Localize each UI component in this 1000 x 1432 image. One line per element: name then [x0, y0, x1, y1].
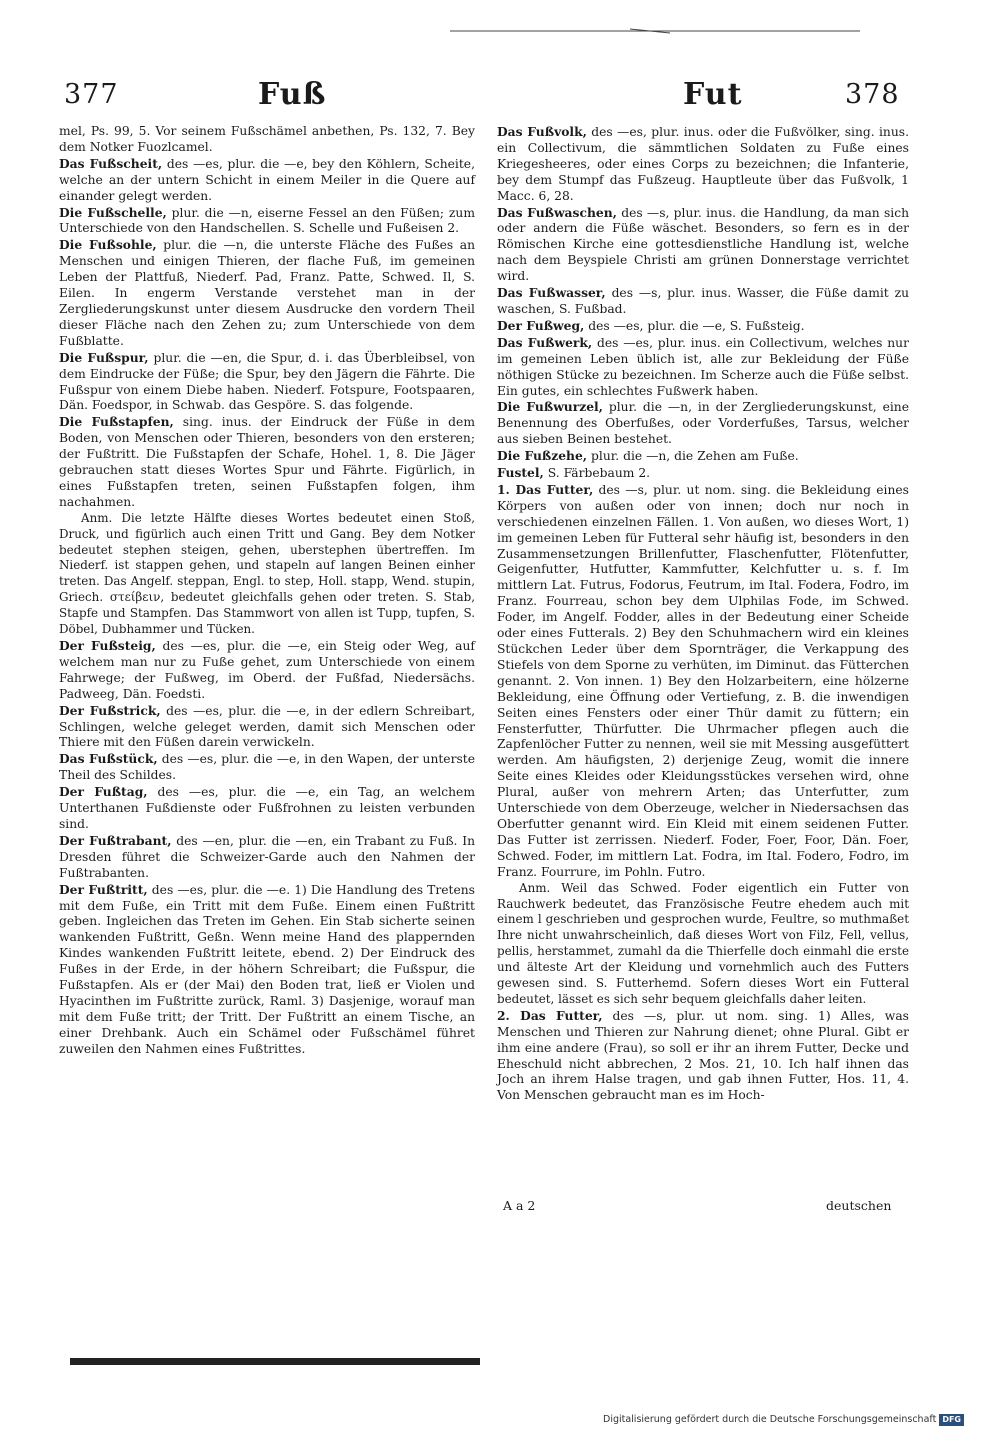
signature-mark: A a 2: [503, 1198, 536, 1213]
top-decorative-rule: [450, 28, 860, 34]
entry-headword: Das Fußvolk,: [497, 124, 587, 139]
entry-headword: Die Fußspur,: [59, 349, 149, 365]
entry-text: Anm. Die letzte Hälfte dieses Wortes bedeutet einen Stoß, Druck, und figürlich auch einen Tritt und Gang. Bey dem Notker bedeutet stephen steigen, gehen, uberstephen übertreffen. Im Niederf. ist stappen gehen, und stapeln auf langen Beinen einher treten. Das Angelf. steppan, Engl. to step, Holl. stapp, Wend. stupin, Griech. στείβειν, bedeutet gleichfalls gehen oder treten. S. Stab, Stapfe und Stampfen. Das Stammwort von allen ist Tupp, tupfen, S. Döbel, Dubhammer und Tücken.: [59, 510, 475, 637]
dictionary-entry: [59, 833, 475, 882]
entry-headword: Die Fußschelle,: [59, 204, 167, 220]
dictionary-entry: [59, 237, 475, 349]
right-page-number: 378: [845, 79, 900, 110]
entry-text: des —s, plur. ut nom. sing. die Bekleidung eines Körpers von außen oder von innen; doch nur noch in verschiedenen einzelnen Fällen. 1. Von außen, wo dieses Wort, 1) im gemeinen Leben für Futteral sehr häufig ist, besonders in den Zusammensetzungen Brillenfutter, Flaschenfutter, Flötenfutter, Geigenfutter, Hutfutter, Kammfutter, Kelchfutter u. s. f. Im mittlern Lat. Futrus, Fodorus, Feutrum, im Ital. Fodera, Fodro, im Franz. Fourreau, schon bey dem Ulphilas Fode, im Schwed. Foder, im Angelf. Fodder, alles in der Bedeutung einer Scheide oder eines Futterals. 2) Bey den Schuhmachern wird ein kleines Stückchen Leder über dem Spornträger, die Verkappung des Stiefels von dem Sporne zu verhüten, im Diminut. das Fütterchen genannt. 2. Von innen. 1) Bey den Holzarbeitern, eine hölzerne Bekleidung, eine Öffnung oder Vertiefung, z. B. die inwendigen Seiten eines Fensters oder einer Thür damit zu füttern; ein Fensterfutter, Thürfutter. Die Uhrmacher pflegen auch die Zapfenlöcher Futter zu nennen, weil sie mit Messing ausgefüttert werden. Am häufigsten, 2) derjenige Zeug, womit die innere Seite eines Kleides oder Kleidungsstückes versehen wird, ohne Plural, außer von mehrern Arten; das Unterfutter, zum Unterschiede von dem Oberzeuge, welcher in Niedersachsen das Oberfutter genannt wird. Ein Kleid mit einem seidenen Futter. Das Futter ist zerrissen. Niederf. Foder, Foer, Foor, Dän. Foer, Schwed. Foder, im mittlern Lat. Fodra, im Ital. Fodero, Fodro, im Franz. Fourrure, im Pohln. Futro.: [497, 482, 909, 879]
entry-headword: Fustel,: [497, 465, 544, 481]
dictionary-entry: [59, 156, 475, 205]
right-column: [497, 124, 909, 1104]
dictionary-entry: [497, 482, 909, 881]
entry-text: des —es, plur. inus. ein Collectivum, welches nur im gemeinen Leben üblich ist, alle zur Bekleidung der Füße nöthigen Stücke zu bezeichnen. Im Scherze auch die Füße selbst. Ein gutes, ein schlechtes Fußwerk haben.: [497, 335, 909, 398]
entry-text: des —en, plur. die —en, ein Trabant zu Fuß. In Dresden führet die Schweizer-Garde auch den Nahmen der Fußtrabanten.: [59, 833, 475, 880]
dictionary-entry: [497, 1008, 909, 1104]
bottom-black-bar: [70, 1358, 480, 1365]
dictionary-entry: [59, 124, 475, 156]
entry-text: plur. die —n, in der Zergliederungskunst, eine Benennung des Oberfußes, oder Vorderfußes, Tarsus, welcher aus sieben Beinen bestehet.: [497, 400, 909, 447]
entry-headword: Der Fußweg,: [497, 317, 585, 333]
dfg-logo: DFG: [939, 1414, 964, 1426]
left-page-number: 377: [64, 79, 119, 110]
catchword: deutschen: [826, 1198, 892, 1213]
annotation-paragraph: [497, 881, 909, 1008]
entry-text: des —es, plur. die —e, bey den Köhlern, Scheite, welche an der untern Schicht in einem Meiler in die Quere auf einander gelegt werden.: [59, 156, 475, 203]
entry-headword: 2. Das Futter,: [497, 1007, 603, 1023]
dictionary-entry: [497, 285, 909, 318]
entry-headword: Der Fußsteig,: [59, 638, 156, 653]
entry-headword: Das Fußwasser,: [497, 285, 606, 301]
entry-headword: Der Fußtrabant,: [59, 832, 172, 848]
dictionary-entry: [59, 882, 475, 1058]
dictionary-entry: [497, 205, 909, 286]
entry-text: mel, Ps. 99, 5. Vor seinem Fußschämel anbethen, Ps. 132, 7. Bey dem Notker Fuozlcamel.: [59, 124, 475, 154]
entry-text: plur. die —n, die Zehen am Fuße.: [591, 449, 799, 464]
digitization-credit: [603, 1413, 964, 1427]
dictionary-entry: [497, 124, 909, 205]
dictionary-entry: [497, 318, 909, 335]
entry-text: des —es, plur. die —e. 1) Die Handlung des Tretens mit dem Fuße, ein Tritt mit dem Fuße. Einem einen Fußtritt geben. Ingleichen das Treten im Gehen. Ein Stab sicherte seinen wankenden Fußtritt, Geßn. Wenn meine Hand des plappernden Kindes wankenden Fußtritt leitete, ebend. 2) Der Eindruck des Fußes in der Erde, in der höhern Schreibart; die Fußspur, die Fußstapfen. Als er (der Mai) den Boden trat, ließ er Violen und Hyacinthen im Fußtritte zurück, Raml. 3) Dasjenige, worauf man mit dem Fuße tritt; der Tritt. Der Fußtritt an einem Tische, an einer Drehbank. Auch ein Schämel oder Fußschämel führet zuweilen den Nahmen eines Fußtrittes.: [59, 882, 475, 1056]
entry-headword: Die Fußwurzel,: [497, 399, 603, 415]
entry-headword: Die Fußstapfen,: [59, 414, 174, 430]
entry-headword: Das Fußwaschen,: [497, 204, 617, 220]
entry-text: des —es, plur. inus. oder die Fußvölker, sing. inus. ein Collectivum, die sämmtlichen Soldaten zu Fuße eines Kriegesheeres, oder eines Corps zu bezeichnen; die Infanterie, bey dem Stumpf das Fußzeug. Hauptleute über das Fußvolk, 1 Macc. 6, 28.: [497, 125, 909, 203]
entry-text: plur. die —n, die unterste Fläche des Fußes an Menschen und einigen Thieren, der flache Fuß, im gemeinen Leben der Plattfuß, Niederf. Pad, Franz. Patte, Schwed. Il, S. Eilen. In engerm Verstande verstehet man in der Zergliederungskunst unter diesem Ausdrucke den vordern Theil dieser Fläche nach den Zehen zu; zum Unterschiede von dem Fußblatte.: [59, 238, 475, 348]
dictionary-entry: [497, 335, 909, 400]
left-column: [59, 124, 475, 1058]
entry-headword: Der Fußtag,: [59, 784, 148, 800]
entry-headword: Das Fußscheit,: [59, 155, 163, 171]
entry-headword: Das Fußstück,: [59, 751, 158, 767]
entry-text: des —s, plur. inus. Wasser, die Füße damit zu waschen, S. Fußbad.: [497, 286, 909, 316]
entry-headword: Die Fußsohle,: [59, 237, 157, 253]
dictionary-entry: [59, 205, 475, 238]
entry-headword: Das Fußwerk,: [497, 334, 593, 350]
dictionary-entry: [59, 784, 475, 833]
entry-headword: Der Fußtritt,: [59, 881, 148, 897]
entry-text: Anm. Weil das Schwed. Foder eigentlich ein Futter von Rauchwerk bedeutet, das Französische Feutre ehedem auch mit einem l geschrieben und gesprochen wurde, Feultre, so muthmaßet Ihre nicht unwahrscheinlich, daß dieses Wort von Filz, Fell, vellus, pellis, herstammet, zumahl da die Thierfelle doch einmahl die erste und älteste Art der Kleidung und vornehmlich auch des Futters gewesen sind. S. Futterhemd. Sofern dieses Wort ein Futteral bedeutet, lässet es sich sehr bequem gleichfalls daher leiten.: [497, 880, 909, 1006]
dictionary-entry: [497, 448, 909, 465]
dictionary-entry: [497, 465, 909, 482]
dictionary-entry: [59, 350, 475, 415]
entry-text: des —es, plur. die —e, S. Fußsteig.: [588, 318, 805, 333]
entry-headword: Die Fußzehe,: [497, 448, 588, 464]
annotation-paragraph: [59, 511, 475, 638]
entry-text: des —es, plur. die —e, in der edlern Schreibart, Schlingen, welche geleget werden, damit sich Menschen oder Thiere mit den Füßen darein verwickeln.: [59, 703, 475, 750]
credit-text: Digitalisierung gefördert durch die Deutsche Forschungsgemeinschaft: [603, 1414, 937, 1425]
dictionary-entry: [59, 414, 475, 510]
dictionary-entry: [59, 638, 475, 703]
entry-text: sing. inus. der Eindruck der Füße in dem Boden, von Menschen oder Thieren, besonders von den ersteren; der Fußtritt. Die Fußstapfen der Schafe, Hohel. 1, 8. Die Jäger gebrauchen statt dieses Wortes Spur und Fährte. Figürlich, in eines Fußstapfen treten, seinen Fußstapfen folgen, ihm nachahmen.: [59, 415, 475, 509]
entry-text: S. Färbebaum 2.: [547, 466, 651, 481]
left-running-head: Fuß: [258, 77, 327, 112]
dictionary-entry: [59, 703, 475, 752]
entry-text: des —es, plur. die —e, in den Wapen, der unterste Theil des Schildes.: [59, 752, 475, 783]
entry-headword: Der Fußstrick,: [59, 702, 161, 718]
entry-text: plur. die —en, die Spur, d. i. das Überbleibsel, von dem Eindrucke der Füße; die Spur, bey den Jägern die Fährte. Die Fußspur von einem Diebe haben. Niederf. Fotspure, Footspaaren, Dän. Foedspor, in Schwab. das Gespöre. S. das folgende.: [59, 350, 475, 413]
right-running-head: Fut: [683, 77, 743, 112]
entry-text: des —s, plur. ut nom. sing. 1) Alles, was Menschen und Thieren zur Nahrung dienet; ohne Plural. Gibt er ihm eine andere (Frau), so soll er ihr an ihrem Futter, Decke und Eheschuld nicht abbrechen, 2 Mos. 21, 10. Ich half ihnen das Joch an ihrem Halse tragen, und gab ihnen Futter, Hos. 11, 4. Von Menschen gebraucht man es im Hoch-: [497, 1008, 909, 1103]
entry-text: des —es, plur. die —e, ein Tag, an welchem Unterthanen Fußdienste oder Fußfrohnen zu leisten verbunden sind.: [59, 785, 475, 831]
entry-text: des —s, plur. inus. die Handlung, da man sich oder andern die Füße wäschet. Besonders, so fern es in der Römischen Kirche eine gottesdienstliche Handlung ist, welche nach dem Beyspiele Christi am grünen Donnerstage verrichtet wird.: [497, 205, 909, 284]
dictionary-entry: [497, 399, 909, 448]
dictionary-entry: [59, 751, 475, 784]
entry-text: des —es, plur. die —e, ein Steig oder Weg, auf welchem man nur zu Fuße gehet, zum Unterschiede von einem Fahrwege; der Fußweg, im Oberd. der Fußfad, Niedersächs. Padweeg, Dän. Foedsti.: [59, 639, 475, 701]
entry-text: plur. die —n, eiserne Fessel an den Füßen; zum Unterschiede von den Handschellen. S. Schelle und Fußeisen 2.: [59, 205, 475, 236]
entry-headword: 1. Das Futter,: [497, 481, 594, 497]
